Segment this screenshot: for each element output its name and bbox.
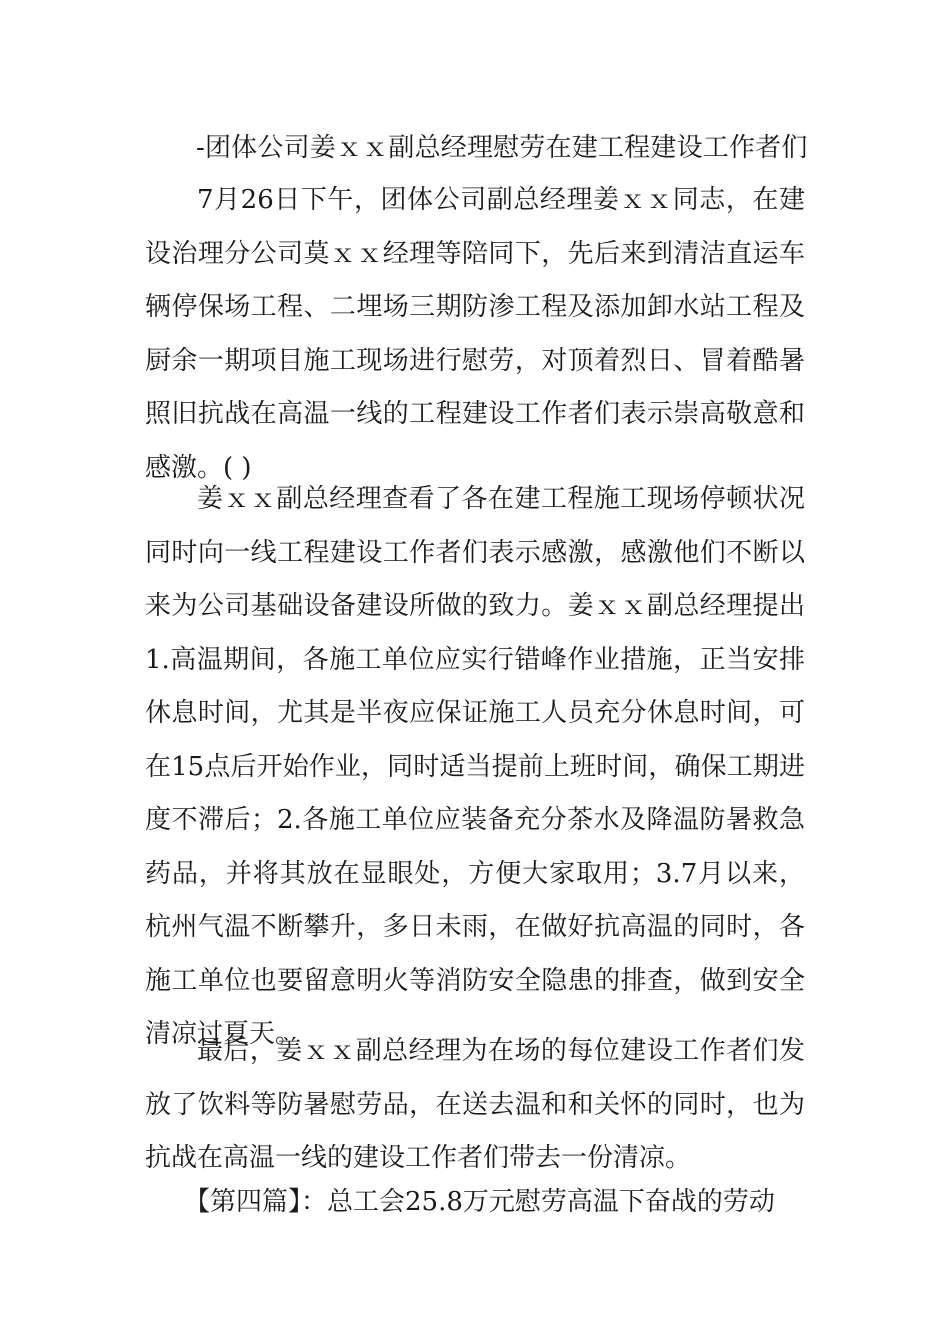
paragraph-requirements: 姜ｘｘ副总经理查看了各在建工程施工现场停顿状况同时向一线工程建设工作者们表示感激，感激他们不断以来为公司基础设备建设所做的致力。姜ｘｘ副总经理提出1.高温期间，各施工单位应实行错峰作业措施，正当安排休息时间，尤其是半夜应保证施工人员充分休息时间，可在15点后开始作业，同时适当提前上班时间，确保工期进度不滞后；2.各施工单位应装备充分茶水及降温防暑救急药品，并将其放在显眼处，方便大家取用；3.7月以来，杭州气温不断攀升，多日未雨，在做好抗高温的同时，各施工单位也要留意明火等消防安全隐患的排查，做到安全清凉过夏天。	[145, 484, 805, 1049]
paragraph-visit: 7月26日下午，团体公司副总经理姜ｘｘ同志，在建设治理分公司莫ｘｘ经理等陪同下，先后来到清洁直运车辆停保场工程、二埋场三期防渗工程及添加卸水站工程及厨余一期项目施工现场进行慰劳，对顶着烈日、冒着酷暑照旧抗战在高温一线的工程建设工作者们表示崇高敬意和感激。( )	[145, 185, 805, 483]
paragraph-closing: 最后，姜ｘｘ副总经理为在场的每位建设工作者们发放了饮料等防暑慰劳品，在送去温和和关怀的同时，也为抗战在高温一线的建设工作者们带去一份清凉。	[145, 1036, 805, 1173]
next-section-heading: 【第四篇】：总工会25.8万元慰劳高温下奋战的劳动	[184, 1187, 775, 1217]
article-subtitle: -团体公司姜ｘｘ副总经理慰劳在建工程建设工作者们	[196, 133, 808, 163]
